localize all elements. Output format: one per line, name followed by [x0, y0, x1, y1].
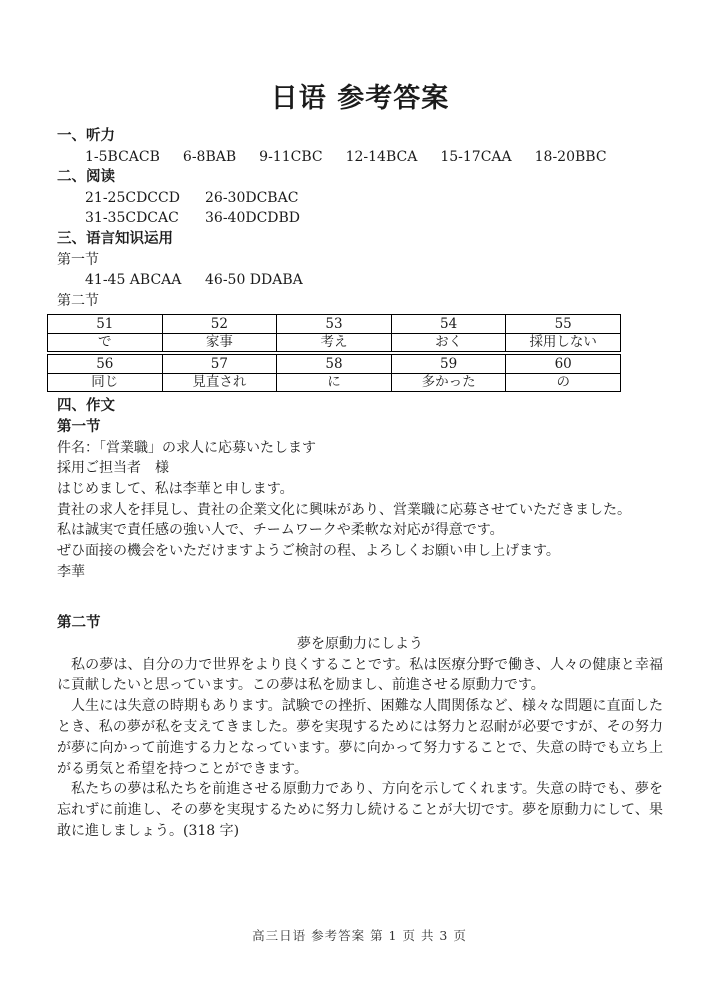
- section-language-heading: 三、语言知识运用: [57, 230, 173, 247]
- language-part1-label: 第一节: [57, 251, 99, 268]
- answers-51-55-table: [47, 314, 621, 352]
- section-writing-heading: 四、作文: [57, 398, 115, 415]
- writing-part1-label: 第一节: [57, 418, 101, 435]
- essay-paragraph: 私たちの夢は私たちを前進させる原動力であり、方向を示してくれます。失意の時でも、夢を忘れずに前進し、その夢を実現するために努力し続けることが大切です。夢を原動力にして、果敢に進しましょう。(318 字): [57, 781, 663, 840]
- answer-group: 31-35CDCAC: [85, 210, 179, 227]
- table-cell: に: [277, 373, 392, 392]
- reading-answers-row-2: [57, 208, 663, 229]
- table-cell: 多かった: [391, 373, 506, 392]
- answers-56-60-table: [47, 354, 621, 392]
- letter-line: 件名：「営業職」の求人に応募いたします: [57, 439, 316, 456]
- table-cell: 52: [162, 315, 277, 334]
- table-row: [48, 373, 621, 392]
- table-cell: 56: [48, 355, 163, 374]
- answer-group: 6-8BAB: [182, 148, 237, 165]
- sample-letter: [57, 438, 663, 583]
- letter-line: 私は誠実で責任感の強い人で、チームワークや柔軟な対応が得意です。: [57, 522, 504, 539]
- table-cell: 54: [391, 315, 506, 334]
- table-cell: 53: [277, 315, 392, 334]
- answer-group: 46-50 DDABA: [205, 272, 303, 289]
- table-cell: 考え: [277, 333, 392, 352]
- table-cell: 見直され: [162, 373, 277, 392]
- page-title: 日语 参考答案: [270, 83, 450, 114]
- answer-group: 1-5BCACB: [85, 148, 160, 165]
- answers-51-60-tables: [57, 314, 663, 392]
- letter-line: 貴社の求人を拝見し、貴社の企業文化に興味があり、営業職に応募させていただきました。: [57, 501, 631, 518]
- table-cell: 58: [277, 355, 392, 374]
- answer-group: 26-30DCBAC: [205, 189, 299, 206]
- table-cell: の: [506, 373, 621, 392]
- listening-answers-row: [57, 147, 663, 168]
- letter-line: 採用ご担当者 様: [57, 460, 169, 477]
- section-reading-heading: 二、阅读: [57, 169, 115, 186]
- answer-group: 21-25CDCCD: [85, 189, 180, 206]
- language-part2-label: 第二节: [57, 292, 99, 309]
- table-cell: 55: [506, 315, 621, 334]
- table-cell: 採用しない: [506, 333, 621, 352]
- page-footer: 高三日语 参考答案 第 1 页 共 3 页: [252, 928, 467, 943]
- essay-title: 夢を原動力にしよう: [297, 636, 423, 653]
- spacer: [57, 582, 663, 613]
- essay-paragraph: 私の夢は、自分の力で世界をより良くすることです。私は医療分野で働き、人々の健康と幸福に貢献したいと思っています。この夢は私を励まし、前進させる原動力です。: [57, 656, 663, 694]
- answer-group: 41-45 ABCAA: [85, 272, 182, 289]
- table-cell: 同じ: [48, 373, 163, 392]
- language-part1-answers: [57, 270, 663, 291]
- table-cell: 60: [506, 355, 621, 374]
- answer-group: 12-14BCA: [345, 148, 418, 165]
- table-row: [48, 315, 621, 334]
- table-row: [48, 333, 621, 352]
- reading-answers-row-1: [57, 188, 663, 209]
- table-cell: 59: [391, 355, 506, 374]
- answer-group: 36-40DCDBD: [205, 210, 301, 227]
- letter-line: 李華: [57, 563, 85, 580]
- letter-line: ぜひ面接の機会をいただけますようご検討の程、よろしくお願い申し上げます。: [57, 543, 560, 560]
- sample-essay: [57, 655, 663, 842]
- writing-part2-label: 第二节: [57, 615, 101, 632]
- answer-group: 15-17CAA: [440, 148, 512, 165]
- table-cell: 51: [48, 315, 163, 334]
- table-cell: で: [48, 333, 163, 352]
- table-cell: 57: [162, 355, 277, 374]
- table-cell: 家事: [162, 333, 277, 352]
- letter-line: はじめまして、私は李華と申します。: [57, 480, 294, 497]
- answer-group: 18-20BBC: [534, 148, 607, 165]
- table-row: [48, 355, 621, 374]
- essay-paragraph: 人生には失意の時期もあります。試験での挫折、困難な人間関係など、様々な問題に直面したとき、私の夢が私を支えてきました。夢を実現するためには努力と忍耐が必要ですが、その努力が夢に向かって前進する力となっています。夢に向かって努力することで、失意の時でも立ち上がる勇気と希望を持つことができます。: [57, 698, 663, 777]
- section-listening-heading: 一、听力: [57, 128, 115, 144]
- answer-group: 9-11CBC: [259, 148, 323, 165]
- table-cell: おく: [391, 333, 506, 352]
